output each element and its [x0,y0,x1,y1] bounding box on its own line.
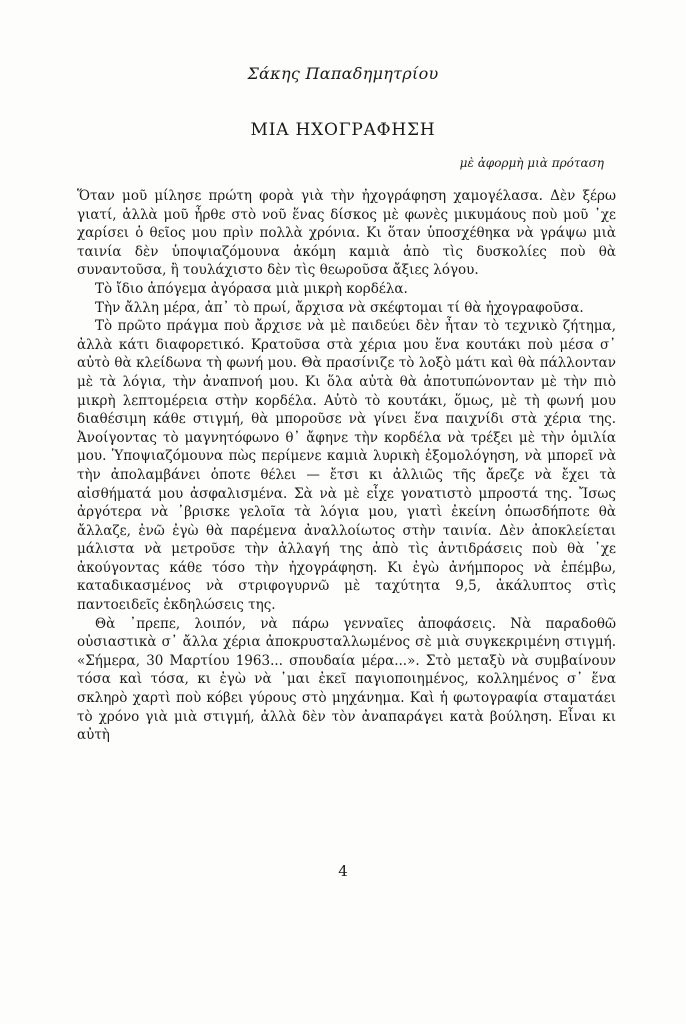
paragraph-2: Τὸ ἴδιο ἀπόγεμα ἀγόρασα μιὰ μικρὴ κορδέλα. [95,280,408,297]
paragraph-3: Τὴν ἄλλη μέρα, ἀπ᾽ τὸ πρωί, ἄρχισα νὰ σκέφτομαι τί θὰ ἠχογραφοῦσα. [95,299,584,316]
author-name: Σάκης Παπαδημητρίου [247,64,439,83]
subtitle: μὲ ἀφορμὴ μιὰ πρόταση [459,156,604,170]
paragraph-4: Τὸ πρῶτο πράγμα ποὺ ἄρχισε νὰ μὲ παιδεύει δὲν ἦταν τὸ τεχνικὸ ζήτημα, ἀλλὰ κάτι διαφορετικό. Κρατοῦσα στὰ χέρια μου ἕνα κουτάκι ποὺ μέσα σ᾽ αὐτὸ θὰ κλείδωνα τὴ φωνή μου. Θὰ πρασίνιζε τὸ λοξὸ μάτι καὶ θὰ πάλλονταν μὲ τὰ λόγια, τὴν ἀναπνοή μου. Κι ὅλα αὐτὰ θὰ ἀποτυπώνονταν μὲ τὴν πιὸ μικρὴ λεπτομέρεια στὴν κορδέλα. Αὐτὸ τὸ κουτάκι, ὅμως, μὲ τὴ φωνή μου διαθέσιμη κάθε στιγμή, θὰ μποροῦσε νὰ γίνει ἕνα παιχνίδι στὰ χέρια της. Ἀνοίγοντας τὸ μαγνητόφωνο θ᾽ ἄφηνε τὴν κορδέλα νὰ τρέξει μὲ τὴν ὁμιλία μου. Ὑποψιαζόμουνα πὼς περίμενε καμιὰ λυρικὴ ἐξομολόγηση, νὰ μπορεῖ νὰ τὴν ἀπολαμβάνει ὁποτε θέλει — ἔτσι κι ἀλλιῶς τῆς ἄρεζε νὰ ἔχει τὰ αἰσθήματά μου ἀσφαλισμένα. Σὰ νὰ μὲ εἶχε γονατιστὸ μπροστά της. Ἴσως ἀργότερα νὰ ᾽βρισκε γελοῖα τὰ λόγια μου, γιατὶ ἐκείνη ὁπωσδήποτε θὰ ἄλλαζε, ἐνῶ ἐγὼ θὰ παρέμενα ἀναλλοίωτος στὴν ταινία. Δὲν ἀποκλείεται μάλιστα νὰ μετροῦσε τὴν ἀλλαγή της ἀπὸ τὶς ἀντιδράσεις ποὺ θὰ ᾽χε ἀκούγοντας κάθε τόσο τὴν ἠχογράφηση. Κι ἐγὼ ἀνήμπορος νὰ ἐπέμβω, καταδικασμένος νὰ στριφογυρνῶ μὲ ταχύτητα 9,5, ἀκάλυπτος στὶς παντοειδεῖς ἐκδηλώσεις της. [77,318,616,614]
paragraph-1: Ὅταν μοῦ μίλησε πρώτη φορὰ γιὰ τὴν ἠχογράφηση χαμογέλασα. Δὲν ξέρω γιατί, ἀλλὰ μοῦ ἦρθε στὸ νοῦ ἕνας δίσκος μὲ φωνὲς μικυμάους ποὺ μοῦ ᾽χε χαρίσει ὁ θεῖος μου πρὶν πολλὰ χρόνια. Κι ὅταν ὑποσχέθηκα νὰ γράψω μιὰ ταινία δὲν ὑποψιαζόμουνα ἀκόμη καμιὰ ἀπὸ τὶς δυσκολίες ποὺ θὰ συναντοῦσα, ἢ τουλάχιστο δὲν τὶς θεωροῦσα ἄξιες λόγου. [77,188,616,279]
page-number: 4 [338,862,348,880]
body-text [77,187,616,745]
paragraph-5: Θὰ ᾽πρεπε, λοιπόν, νὰ πάρω γενναῖες ἀποφάσεις. Νὰ παραδοθῶ οὐσιαστικὰ σ᾽ ἄλλα χέρια ἀποκρυσταλλωμένος σὲ μιὰ συγκεκριμένη στιγμή. «Σήμερα, 30 Μαρτίου 1963... σπουδαία μέρα...». Στὸ μεταξὺ νὰ συμβαίνουν τόσα καὶ τόσα, κι ἐγὼ νὰ ᾽μαι ἐκεῖ παγιοποιημένος, κολλημένος σ᾽ ἕνα σκληρὸ χαρτὶ ποὺ κόβει γύρους στὸ μηχάνημα. Καὶ ἡ φωτογραφία σταματάει τὸ χρόνο γιὰ μιὰ στιγμή, ἀλλὰ δὲν τὸν ἀναπαράγει κατὰ βούληση. Εἶναι κι αὐτὴ [77,615,616,744]
page-title: ΜΙΑ ΗΧΟΓΡΑΦΗΣΗ [250,120,436,140]
